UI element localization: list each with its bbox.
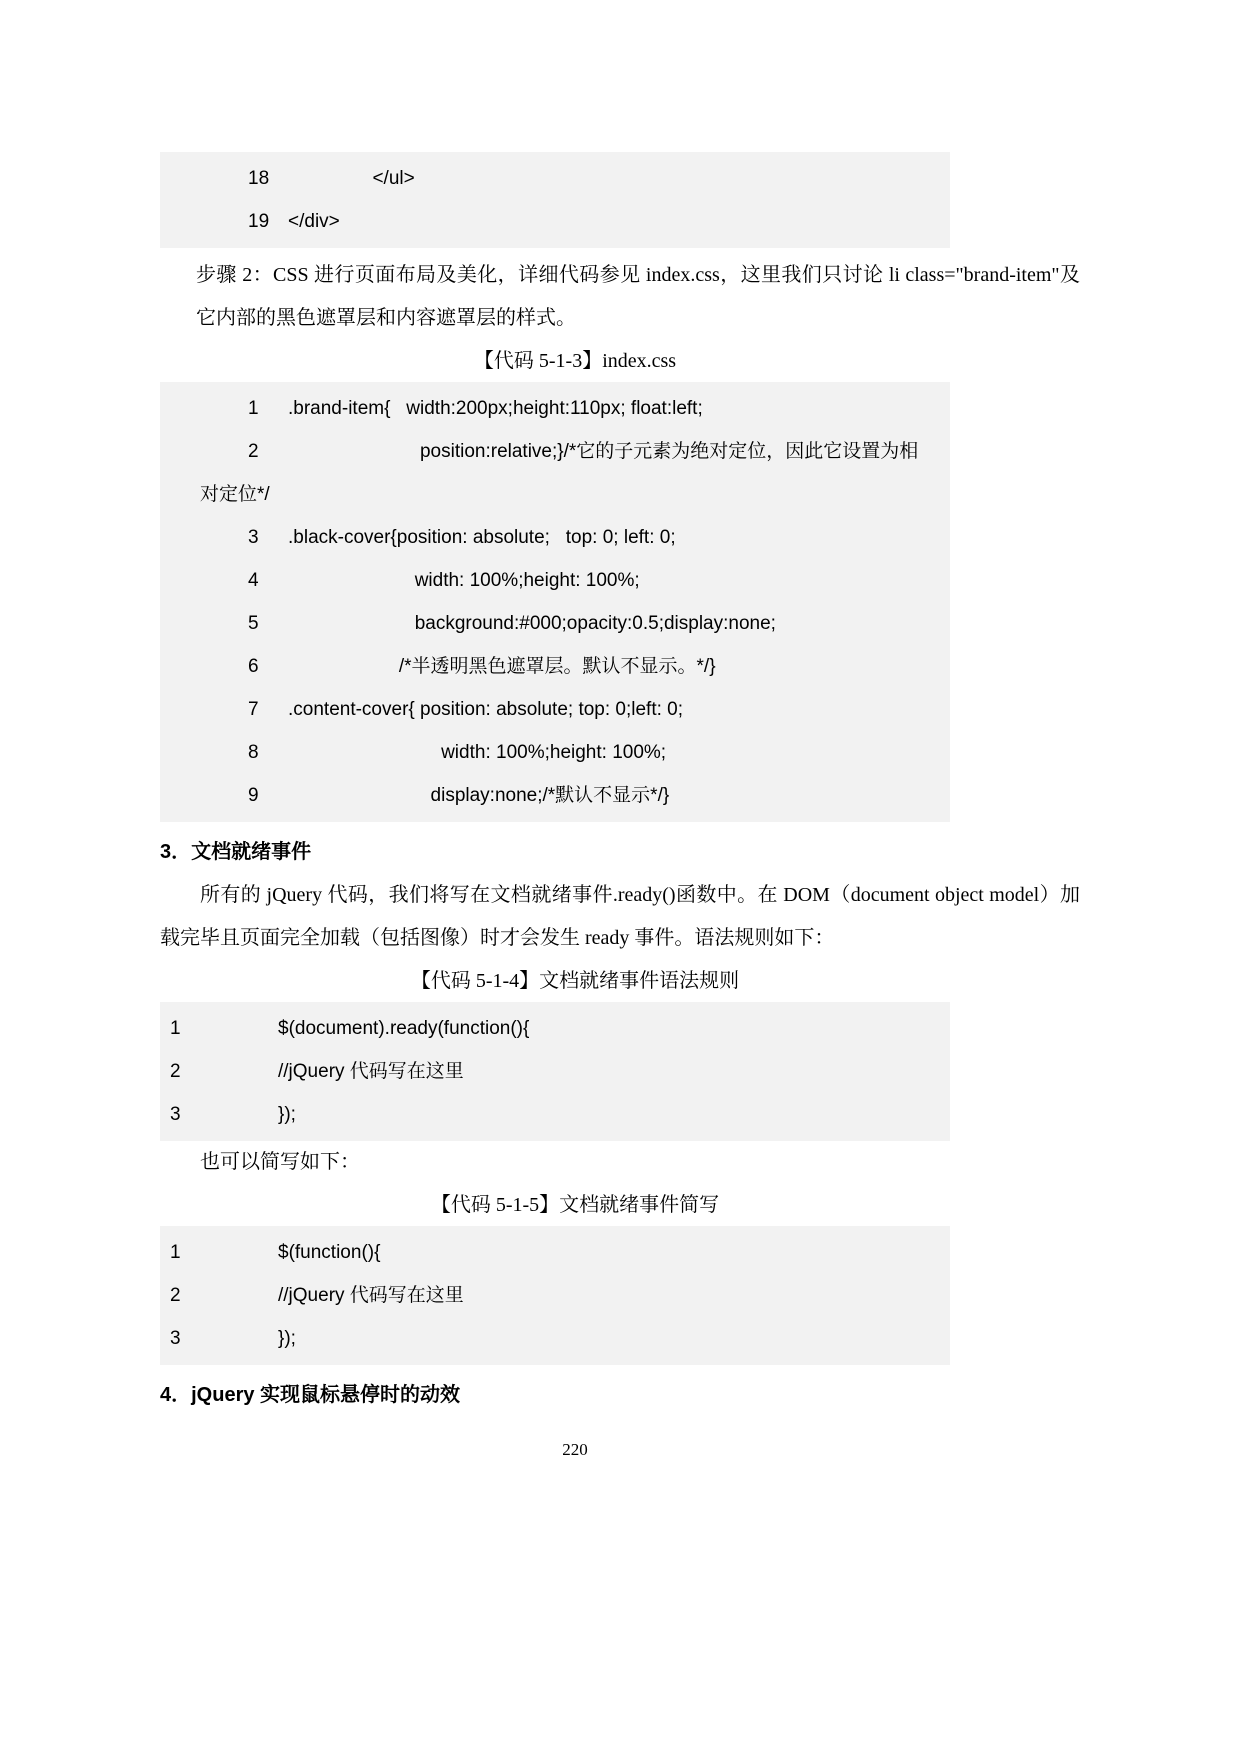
code-text: display:none;/*默认不显示*/} — [288, 785, 670, 806]
code-caption-514: 【代码 5-1-4】文档就绪事件语法规则 — [410, 970, 740, 992]
code-text: 对定位*/ — [200, 484, 270, 505]
code-text: </div> — [288, 211, 340, 232]
code-text: width: 100%;height: 100%; — [288, 742, 667, 763]
code-line — [160, 1274, 950, 1317]
code-text: .content-cover{ position: absolute; top: 0;left: 0; — [288, 699, 684, 720]
code-text: width: 100%;height: 100%; — [288, 570, 640, 591]
code-line — [160, 1007, 950, 1050]
code-line — [160, 157, 950, 200]
line-number: 2 — [170, 1285, 181, 1306]
paragraph-ready-intro: 所有的 jQuery 代码，我们将写在文档就绪事件.ready()函数中。在 DOM（document object model）加载完毕且页面完全加载（包括图像）时才会发生 ready 事件。语法规则如下： — [160, 884, 1080, 949]
code-text: </ul> — [288, 168, 415, 189]
code-block-html-end — [160, 152, 950, 248]
paragraph-also-short: 也可以简写如下： — [200, 1151, 360, 1173]
code-line — [160, 602, 950, 645]
code-text: //jQuery 代码写在这里 — [278, 1061, 464, 1082]
line-number: 4 — [248, 570, 259, 591]
code-line — [160, 688, 950, 731]
code-text: /*半透明黑色遮罩层。默认不显示。*/} — [288, 656, 716, 677]
page-number: 220 — [562, 1440, 588, 1459]
code-caption-515: 【代码 5-1-5】文档就绪事件简写 — [430, 1194, 720, 1216]
section-heading-4: 4．jQuery 实现鼠标悬停时的动效 — [160, 1384, 461, 1406]
code-line — [160, 559, 950, 602]
code-line-wrapped — [160, 473, 950, 516]
code-line — [160, 516, 950, 559]
line-number: 7 — [248, 699, 259, 720]
code-line — [160, 1093, 950, 1136]
code-text: $(function(){ — [278, 1242, 381, 1263]
code-text: position:relative;}/*它的子元素为绝对定位，因此它设置为相 — [288, 441, 919, 462]
code-line — [160, 200, 950, 243]
code-text: background:#000;opacity:0.5;display:none; — [288, 613, 776, 634]
code-line — [160, 774, 950, 817]
code-line — [160, 1231, 950, 1274]
code-caption-513: 【代码 5-1-3】index.css — [473, 350, 677, 372]
code-text: //jQuery 代码写在这里 — [278, 1285, 464, 1306]
line-number: 3 — [170, 1104, 181, 1125]
code-line — [160, 1050, 950, 1093]
code-text: $(document).ready(function(){ — [278, 1018, 530, 1039]
code-line — [160, 430, 950, 473]
line-number: 2 — [248, 441, 259, 462]
line-number: 5 — [248, 613, 259, 634]
line-number: 1 — [170, 1242, 181, 1263]
line-number: 3 — [170, 1328, 181, 1349]
line-number: 1 — [170, 1018, 181, 1039]
code-line — [160, 731, 950, 774]
line-number: 1 — [248, 398, 259, 419]
line-number: 8 — [248, 742, 259, 763]
line-number: 3 — [248, 527, 259, 548]
line-number: 2 — [170, 1061, 181, 1082]
line-number: 9 — [248, 785, 259, 806]
line-number: 18 — [248, 168, 270, 189]
code-block-index-css — [160, 382, 950, 822]
code-text: }); — [278, 1328, 296, 1349]
code-line — [160, 387, 950, 430]
line-number: 6 — [248, 656, 259, 677]
line-number: 19 — [248, 211, 270, 232]
section-heading-3: 3．文档就绪事件 — [160, 841, 312, 863]
code-block-ready-short — [160, 1226, 950, 1365]
code-block-ready-syntax — [160, 1002, 950, 1141]
code-text: .black-cover{position: absolute; top: 0; left: 0; — [288, 527, 676, 548]
paragraph-step2: 步骤 2：CSS 进行页面布局及美化，详细代码参见 index.css，这里我们只讨论 li class="brand-item"及它内部的黑色遮罩层和内容遮罩层的样式。 — [196, 264, 1080, 329]
code-line — [160, 645, 950, 688]
code-text: .brand-item{ width:200px;height:110px; float:left; — [288, 398, 703, 419]
code-line — [160, 1317, 950, 1360]
code-text: }); — [278, 1104, 296, 1125]
